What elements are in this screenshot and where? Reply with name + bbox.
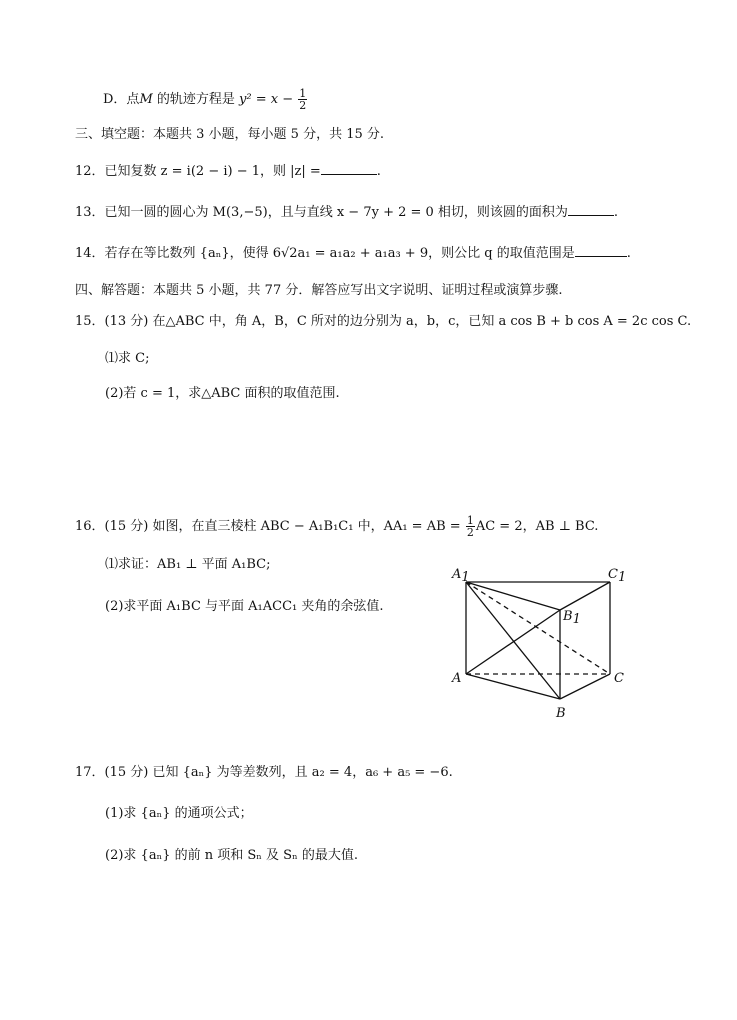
- label-a1: A1: [452, 567, 470, 585]
- fraction-half-16: $\frac{1}{2}$: [466, 514, 474, 539]
- question-17-part-1: (1)求 {aₙ} 的通项公式；: [105, 806, 253, 821]
- option-d-equation: y² = x −: [239, 92, 294, 107]
- label-b1: B1: [563, 609, 581, 627]
- question-12-text: 12．已知复数 z = i(2 − i) − 1，则 |z| =: [75, 164, 321, 179]
- edge-a-b: [466, 674, 560, 699]
- question-16-text: 16．(15 分) 如图，在直三棱柱 ABC − A₁B₁C₁ 中，AA₁ = AB =: [75, 519, 461, 534]
- edge-a1-b1: [466, 582, 560, 610]
- section-3-heading: 三、填空题：本题共 3 小题，每小题 5 分，共 15 分.: [75, 127, 385, 142]
- question-15-part-2: (2)若 c = 1，求△ABC 面积的取值范围.: [105, 386, 340, 401]
- answer-blank-13: [568, 203, 614, 216]
- option-d: [103, 88, 308, 111]
- question-13: 13．已知一圆的圆心为 M(3,−5)，且与直线 x − 7y + 2 = 0 相切，则该圆的面积为 .: [75, 205, 619, 220]
- question-16-part-2: (2)求平面 A₁BC 与平面 A₁ACC₁ 夹角的余弦值.: [105, 599, 384, 614]
- edge-b1-c1: [560, 582, 610, 610]
- question-12: 12．已知复数 z = i(2 − i) − 1，则 |z| = .: [75, 164, 381, 179]
- section-4-heading: 四、解答题：本题共 5 小题，共 77 分．解答应写出文字说明、证明过程或演算步骤.: [75, 283, 563, 298]
- label-b: B: [556, 706, 566, 721]
- point-m: M: [139, 92, 153, 107]
- question-14-text: 14．若存在等比数列 {aₙ}，使得 6√2a₁ = a₁a₂ + a₁a₃ + 9，则公比 q 的取值范围是: [75, 246, 575, 261]
- question-17-part-2: (2)求 {aₙ} 的前 n 项和 Sₙ 及 Sₙ 的最大值.: [105, 848, 358, 863]
- question-15-stem: 15．(13 分) 在△ABC 中，角 A，B，C 所对的边分别为 a，b，c，已知 a cos B + b cos A = 2c cos C.: [75, 314, 692, 329]
- edge-b-c: [560, 674, 610, 699]
- fraction-half: $\frac{1}{2}$: [299, 87, 307, 112]
- prism-figure: [440, 560, 640, 725]
- question-16-text-end: AC = 2，AB ⊥ BC.: [475, 519, 599, 534]
- diagonal-a-b1: [466, 610, 560, 674]
- question-15-part-1: ⑴求 C;: [105, 351, 150, 366]
- label-c1: C1: [608, 567, 627, 585]
- answer-blank-14: [575, 244, 627, 257]
- answer-blank-12: [321, 162, 377, 175]
- question-17-stem: 17．(15 分) 已知 {aₙ} 为等差数列，且 a₂ = 4，a₆ + a₅ = −6.: [75, 765, 453, 780]
- label-c: C: [614, 671, 624, 686]
- diagonal-a1-b: [466, 582, 560, 699]
- question-13-text: 13．已知一圆的圆心为 M(3,−5)，且与直线 x − 7y + 2 = 0 相切，则该圆的面积为: [75, 205, 568, 220]
- option-d-label: D．点: [103, 92, 140, 107]
- option-d-mid: 的轨迹方程是: [152, 92, 240, 107]
- question-16-part-1: ⑴求证：AB₁ ⊥ 平面 A₁BC;: [105, 557, 271, 572]
- label-a: A: [452, 671, 462, 686]
- question-14: 14．若存在等比数列 {aₙ}，使得 6√2a₁ = a₁a₂ + a₁a₃ + 9，则公比 q 的取值范围是 .: [75, 246, 631, 261]
- hidden-diagonal-a1-c: [466, 582, 610, 674]
- question-16-stem: [75, 515, 598, 538]
